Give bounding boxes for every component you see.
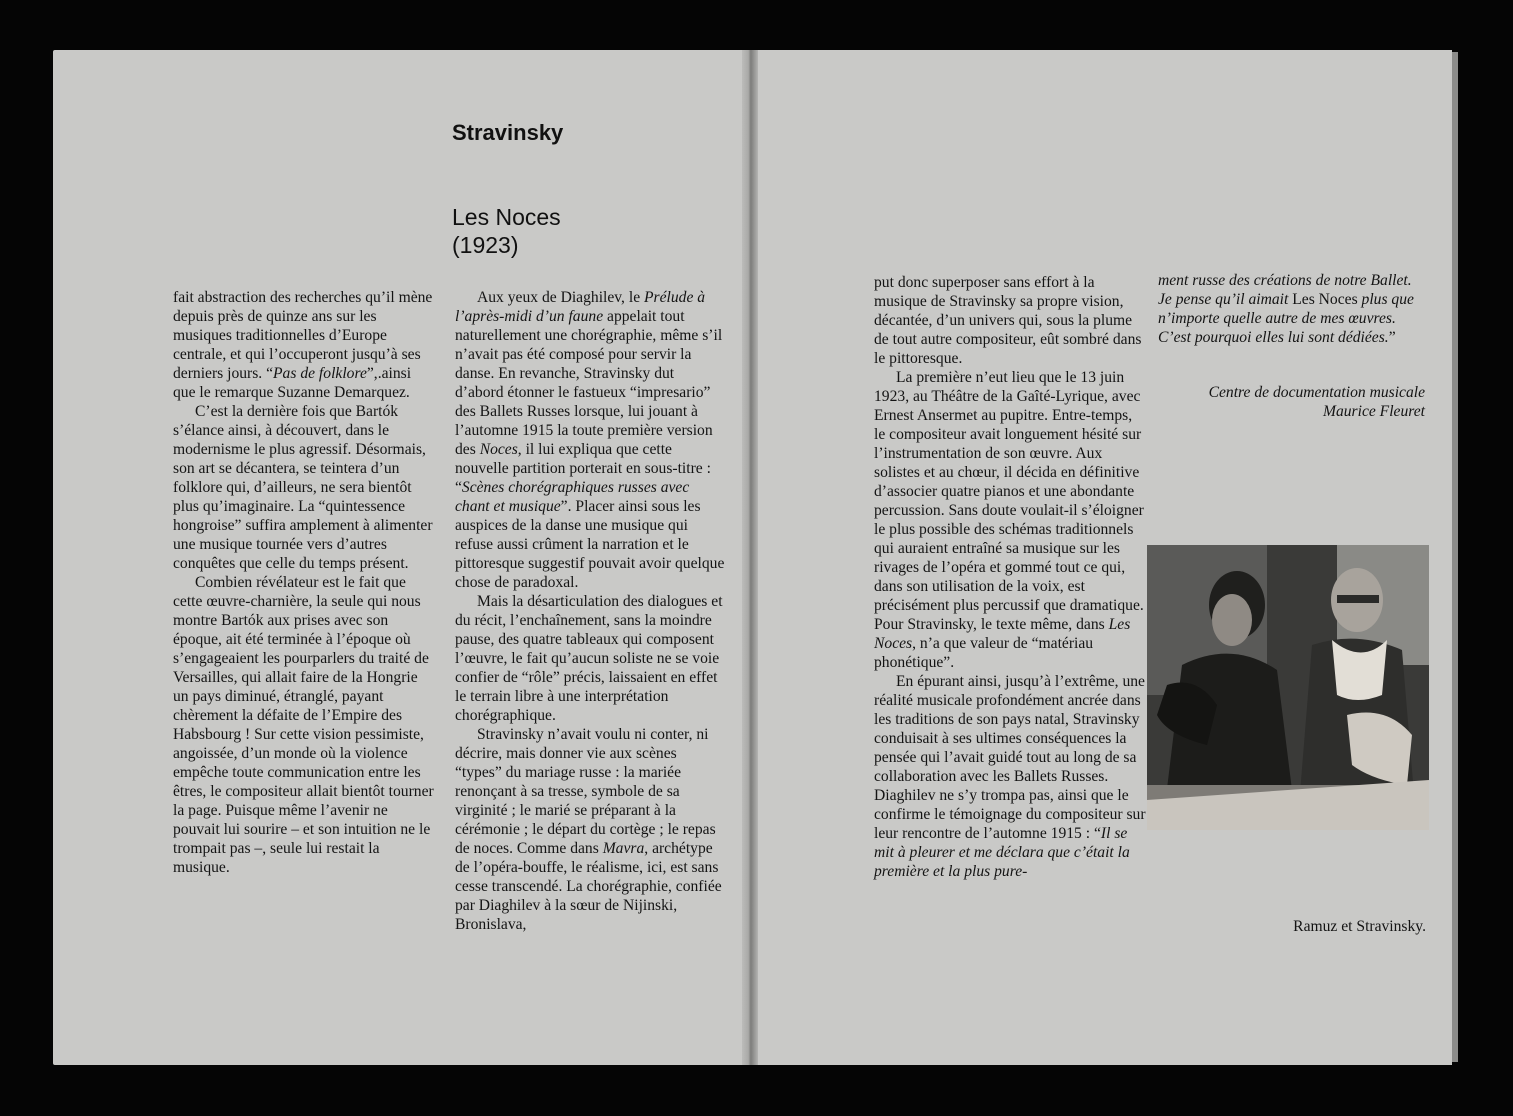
photo-illustration bbox=[1147, 545, 1429, 830]
page-edge bbox=[1452, 52, 1458, 1062]
work-title: Les Noces bbox=[452, 204, 561, 230]
text-column-2 bbox=[455, 288, 725, 934]
paragraph: La première n’eut lieu que le 13 juin 1923, au Théâtre de la Gaîté-Lyrique, avec Ernest Ansermet au pupitre. Entre-temps, le compositeur avait longuement hésité sur l’instrumentation de son œuvre. Aux solistes et au chœur, il décida en définitive d’associer quatre pianos et une abondante percussion. Sans doute voulait-il s’éloigner le plus possible des schémas traditionnels qui auraient entraîné sa musique sur les rivages de l’opéra et gommé tout ce qui, dans son utilisation de la voix, est précisément plus percussif que dramatique. Pour Stravinsky, le texte même, dans Les Noces, n’a que valeur de “matériau phonétique”. bbox=[874, 369, 1144, 671]
paragraph: C’est la dernière fois que Bartók s’élance ainsi, à découvert, dans le modernisme le plus agressif. Désormais, son art se décantera, se teintera d’un folklore qui, d’ailleurs, ne sera bientôt plus qu’imaginaire. La “quintessence hongroise” suffira amplement à alimenter une musique tournée vers d’autres conquêtes que celle du temps présent. bbox=[173, 403, 433, 572]
paragraph: Combien révélateur est le fait que cette œuvre-charnière, la seule qui nous montre Bartók aux prises avec son époque, ait été terminée à l’époque où s’engageaient les pourparlers du traité de Versailles, qui allait faire de la Hongrie un pays diminué, étranglé, payant chèrement la défaite de l’Empire des Habsbourg ! Sur cette vision pessimiste, angoissée, d’un monde où la violence empêche toute communication entre les êtres, le compositeur allait bientôt tourner la page. Puisque même l’avenir ne pouvait lui sourire – et son intuition ne le trompait pas –, seule lui restait la musique. bbox=[173, 574, 434, 876]
text-column-1 bbox=[173, 288, 435, 877]
paragraph: fait abstraction des recherches qu’il mène depuis près de quinze ans sur les musiques traditionnelles d’Europe centrale, et qui l’occuperont jusqu’à ses derniers jours. “Pas de folklore”,.ainsi que le remarque Suzanne Demarquez. bbox=[173, 289, 433, 401]
source-credit bbox=[1120, 383, 1425, 421]
photo-ramuz-stravinsky bbox=[1147, 545, 1429, 830]
text-column-3 bbox=[874, 273, 1146, 881]
paragraph: En épurant ainsi, jusqu’à l’extrême, une réalité musicale profondément ancrée dans les traditions de son pays natal, Stravinsky conduisait à ses ultimes conséquences la pensée qui l’avait guidé tout au long de sa collaboration avec les Ballets Russes. Diaghilev ne s’y trompa pas, ainsi que le confirme le témoignage du compositeur sur leur rencontre de l’automne 1915 : “Il se mit à pleurer et me déclara que c’était la première et la plus pure- bbox=[874, 673, 1146, 880]
credit-line-2: Maurice Fleuret bbox=[1322, 403, 1425, 420]
paragraph: put donc superposer sans effort à la musique de Stravinsky sa propre vision, décantée, d’un univers qui, sous la plume de tout autre compositeur, eût sombré dans le pittoresque. bbox=[874, 274, 1142, 367]
work-heading bbox=[452, 203, 652, 259]
paragraph: Mais la désarticulation des dialogues et du récit, l’enchaînement, sans la moindre pause, des quatre tableaux qui composent l’œuvre, le fait qu’aucun soliste ne se voie confier de “rôle” précis, laissaient en effet le terrain libre à une interprétation chorégraphique. bbox=[455, 593, 723, 724]
book-gutter bbox=[742, 50, 758, 1065]
composer-heading: Stravinsky bbox=[452, 120, 564, 145]
quote-paragraph: ment russe des créations de notre Ballet. Je pense qu’il aimait Les Noces plus que n’importe quelle autre de mes œuvres. C’est pourquoi elles lui sont dédiées.” bbox=[1158, 272, 1414, 346]
paragraph: Stravinsky n’avait voulu ni conter, ni décrire, mais donner vie aux scènes “types” du mariage russe : la mariée renonçant à sa tresse, symbole de sa virginité ; le marié se préparant à la cérémonie ; le départ du cortège ; le repas de noces. Comme dans Mavra, archétype de l’opéra-bouffe, le réalisme, ici, est sans cesse transcendé. La chorégraphie, confiée par Diaghilev à la sœur de Nijinski, Bronislava, bbox=[455, 726, 722, 933]
text-column-4-quote bbox=[1158, 271, 1428, 347]
paragraph: Aux yeux de Diaghilev, le Prélude à l’après-midi d’un faune appelait tout naturellement une chorégraphie, même s’il n’avait pas été composé pour servir la danse. En revanche, Stravinsky dut d’abord étonner le fastueux “impresario” des Ballets Russes lorsque, lui jouant à l’automne 1915 la toute première version des Noces, il lui expliqua que cette nouvelle partition porterait en sous-titre : “Scènes chorégraphiques russes avec chant et musique”. Placer ainsi sous les auspices de la danse une musique qui refuse aussi crûment la narration et le pittoresque suggestif pouvait avoir quelque chose de paradoxal. bbox=[455, 289, 725, 591]
photo-caption: Ramuz et Stravinsky. bbox=[1293, 918, 1426, 935]
work-year: (1923) bbox=[452, 232, 519, 258]
credit-line-1: Centre de documentation musicale bbox=[1208, 384, 1425, 401]
